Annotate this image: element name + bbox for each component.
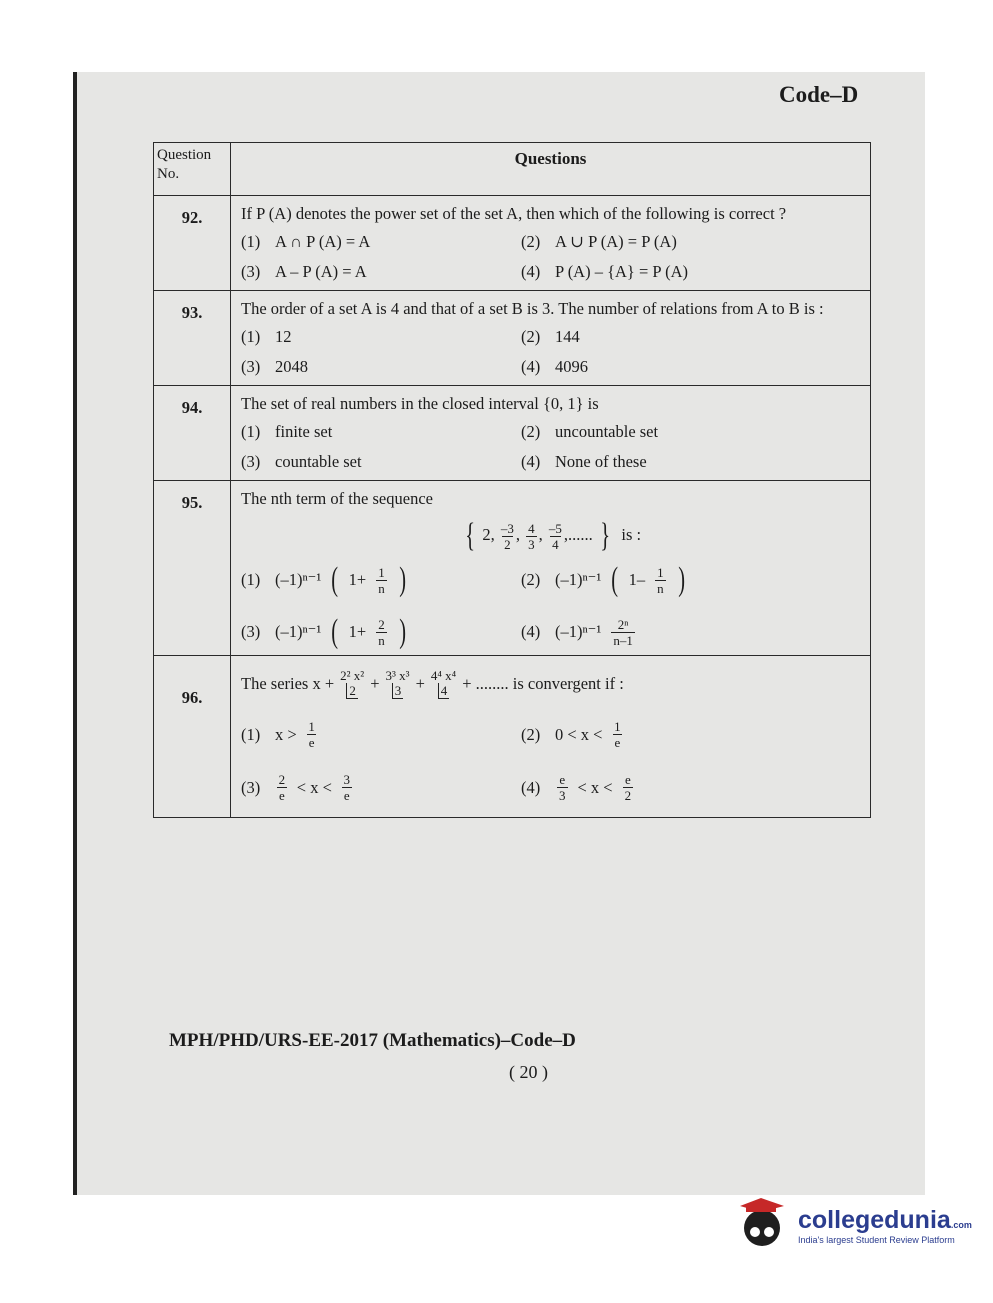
- table-header-row: [154, 143, 871, 196]
- question-text: If P (A) denotes the power set of the set A, then which of the following is correct ?: [241, 204, 787, 223]
- question-row-94: [154, 386, 871, 481]
- option-2: (2) uncountable set: [521, 422, 659, 441]
- question-number: 92.: [154, 196, 231, 291]
- option-4: (4) P (A) – {A} = P (A): [521, 262, 688, 281]
- options: [241, 420, 862, 474]
- question-number: 93.: [154, 291, 231, 386]
- exam-footer: MPH/PHD/URS-EE-2017 (Mathematics)–Code–D: [169, 1030, 576, 1051]
- question-number: 94.: [154, 386, 231, 481]
- question-text: The nth term of the sequence: [241, 489, 433, 508]
- brand-name: collegedunia: [798, 1205, 951, 1234]
- options: [241, 719, 862, 803]
- option-4: (4) $\frac{e}{3}$ < x < $\frac{e}{2}$: [521, 772, 632, 803]
- option-3: (3) (–1)ⁿ⁻¹ ( 1+ $\frac{2}{n}$ ): [241, 613, 406, 650]
- question-text: The set of real numbers in the closed interval {0, 1} is: [241, 394, 599, 413]
- page-number: ( 20 ): [509, 1062, 548, 1082]
- collegedunia-logo: [736, 1198, 972, 1252]
- questions-header: Questions: [231, 143, 871, 196]
- question-text: The order of a set A is 4 and that of a set B is 3. The number of relations from A to B is :: [241, 299, 824, 318]
- series-expression: The series x + 2² x² 2 + 3³ x³ 3 + 4⁴ x⁴ 4 + ........ is convergent if :: [241, 668, 624, 698]
- option-1: (1) x > $\frac{1}{e}$: [241, 719, 315, 750]
- option-1: (1) (–1)ⁿ⁻¹ ( 1+ $\frac{1}{n}$ ): [241, 561, 406, 598]
- option-2: (2) 144: [521, 327, 580, 346]
- question-number: 96.: [154, 656, 231, 818]
- question-number: 95.: [154, 481, 231, 656]
- option-1: (1) 12: [241, 327, 292, 346]
- option-4: (4) 4096: [521, 357, 588, 376]
- option-1: (1) finite set: [241, 422, 333, 441]
- question-row-93: [154, 291, 871, 386]
- option-2: (2) (–1)ⁿ⁻¹ ( 1– $\frac{1}{n}$ ): [521, 561, 685, 598]
- option-4: (4) None of these: [521, 452, 647, 471]
- option-3: (3) countable set: [241, 452, 362, 471]
- brand-tagline: India's largest Student Review Platform: [798, 1234, 955, 1245]
- scanned-page: [73, 72, 925, 1195]
- question-row-92: [154, 196, 871, 291]
- question-no-header: Question No.: [154, 143, 231, 196]
- option-4: (4) (–1)ⁿ⁻¹ $\frac{\text{2ⁿ}}{n-1}$: [521, 616, 633, 648]
- option-3: (3) $\frac{2}{e}$ < x < $\frac{3}{e}$: [241, 772, 351, 803]
- brand-suffix: .com: [950, 1219, 972, 1230]
- options: [241, 563, 862, 649]
- options: [241, 230, 862, 284]
- question-row-95: [154, 481, 871, 656]
- question-table: [153, 142, 871, 818]
- question-row-96: [154, 656, 871, 818]
- option-3: (3) A – P (A) = A: [241, 262, 367, 281]
- sequence-expression: { 2, $\frac{-3}{2}$ , $\frac{4}{3}$ , $\frac{-5}{4}$ ,...... } is :: [465, 517, 642, 554]
- options: [241, 325, 862, 379]
- option-2: (2) 0 < x < $\frac{1}{e}$: [521, 719, 621, 750]
- option-1: (1) A ∩ P (A) = A: [241, 232, 371, 251]
- paper-code: Code–D: [779, 82, 859, 107]
- option-3: (3) 2048: [241, 357, 308, 376]
- mascot-icon: [736, 1198, 790, 1252]
- option-2: (2) A ∪ P (A) = P (A): [521, 232, 677, 251]
